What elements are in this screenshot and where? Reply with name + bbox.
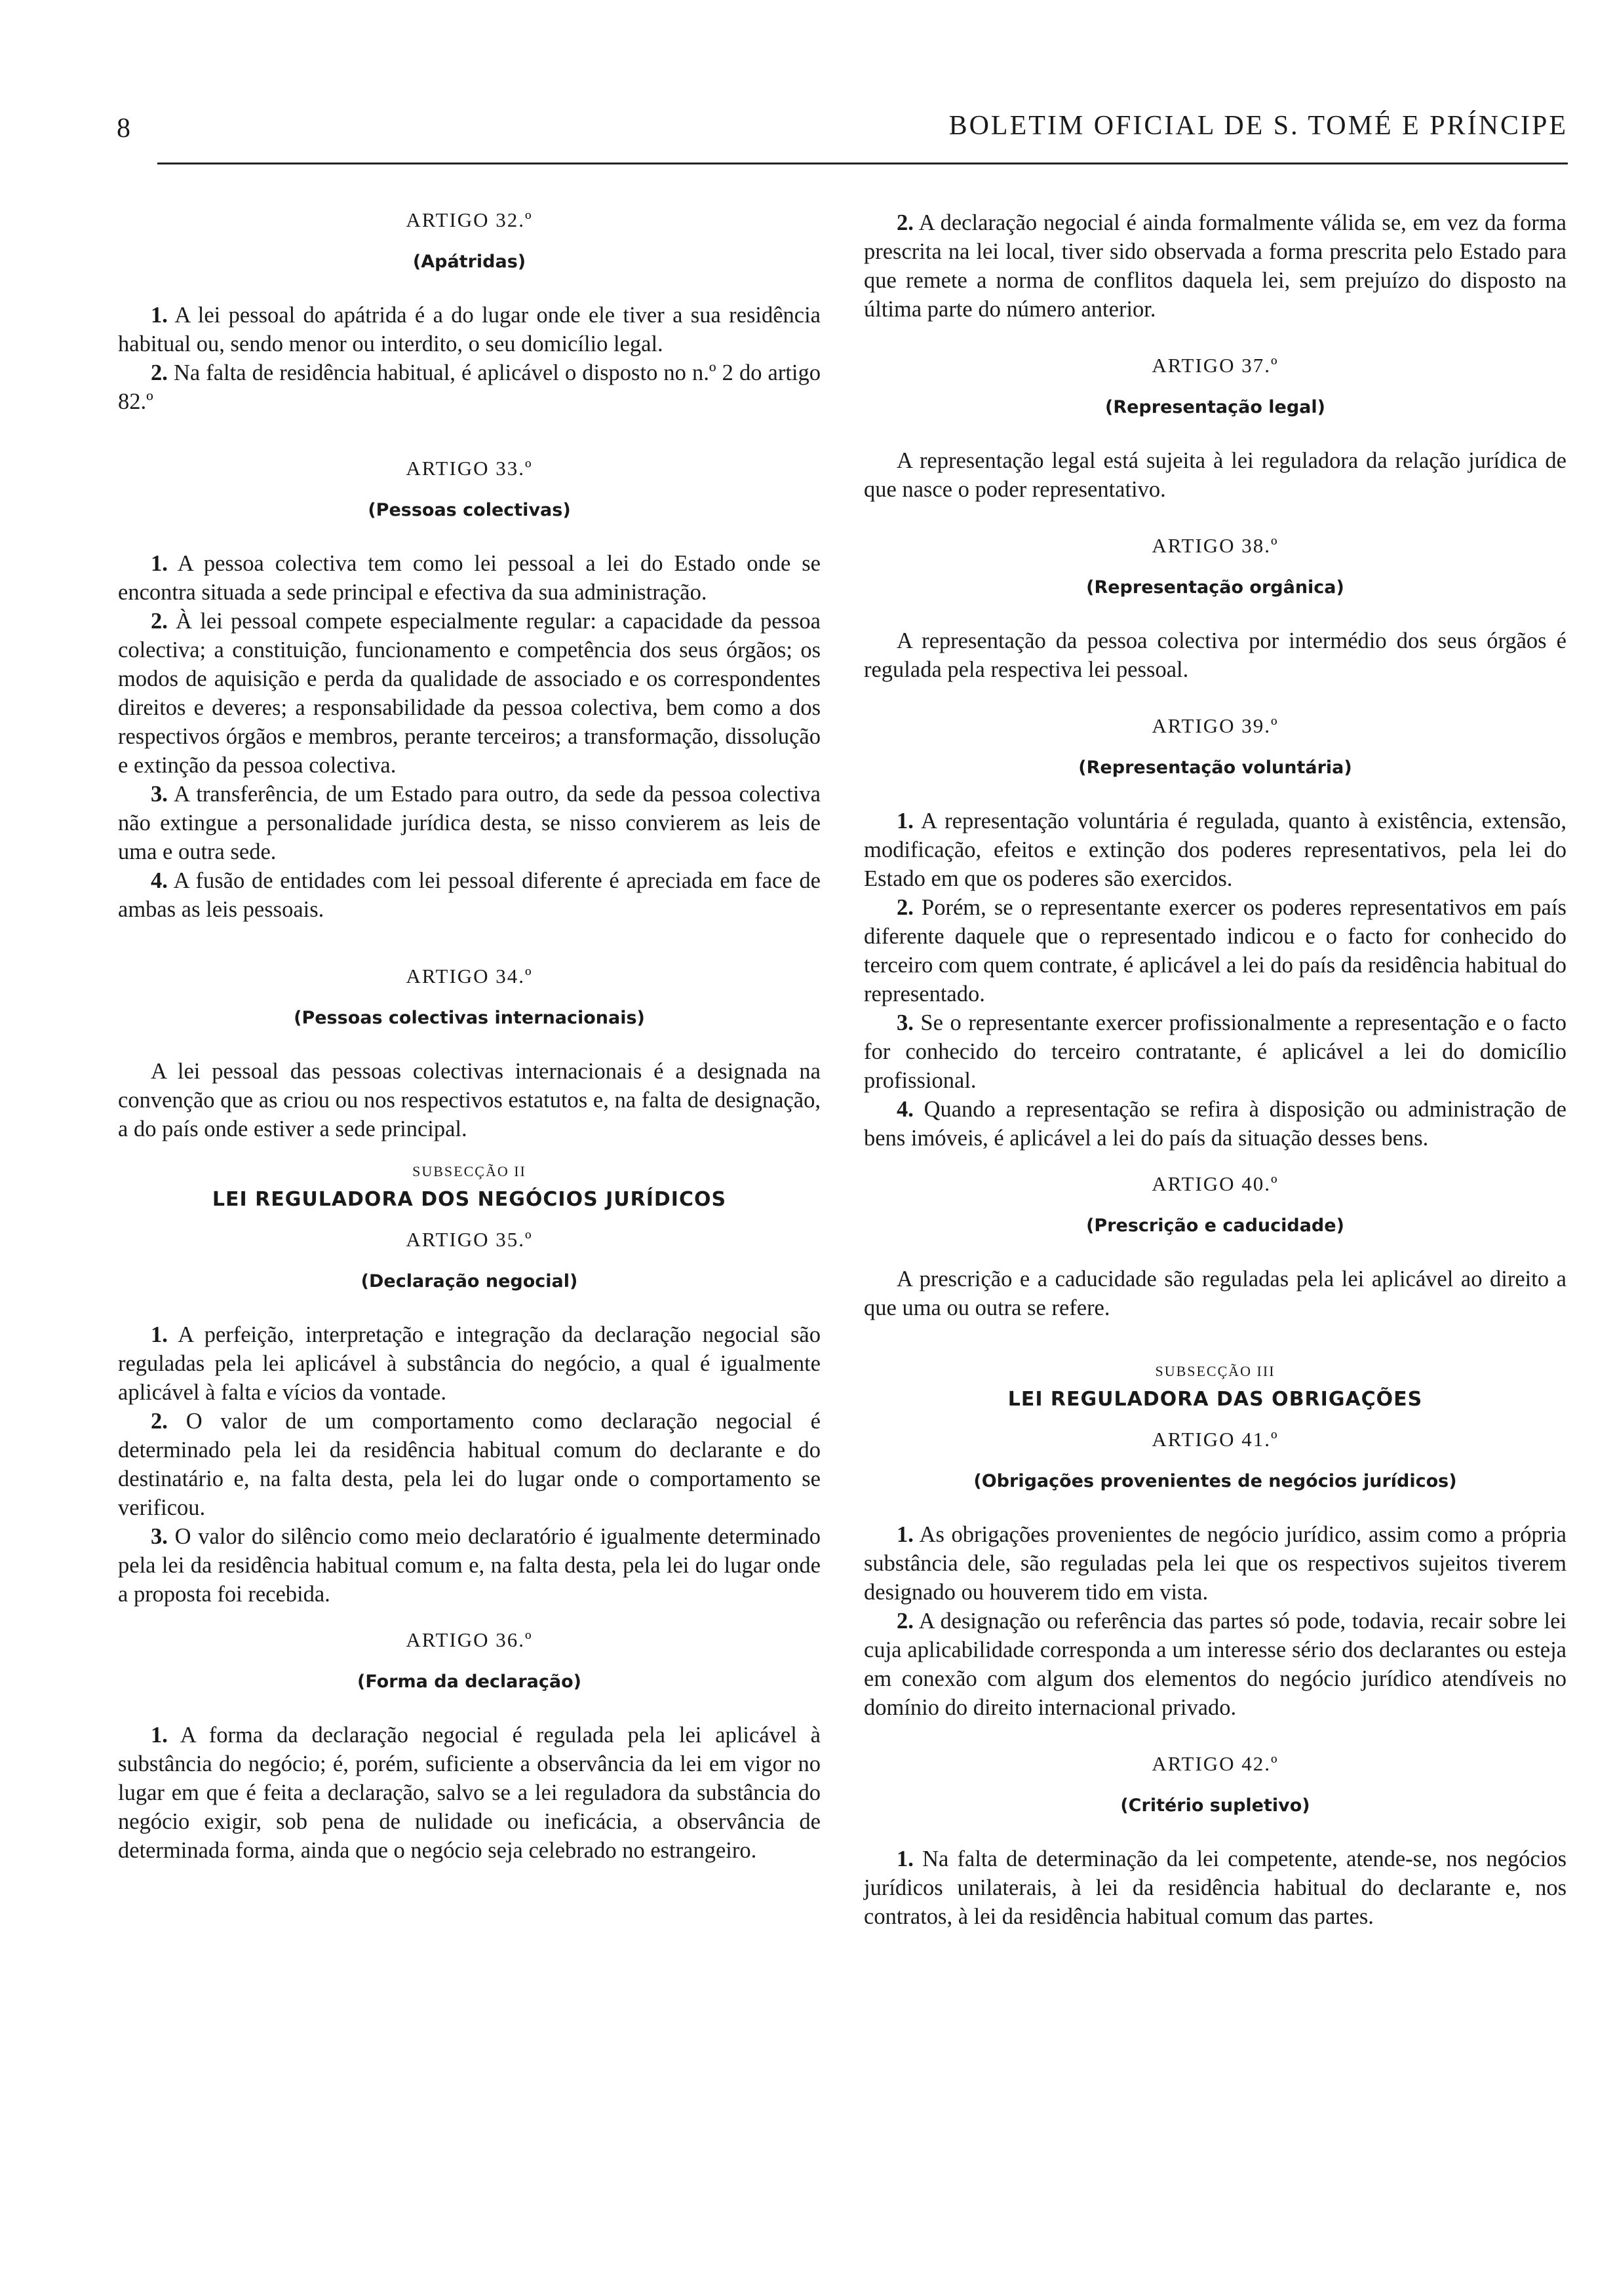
article-32-title: (Apátridas)	[412, 252, 526, 272]
article-42-paragraph-1: 1. Na falta de determinação da lei competente, atende-se, nos negócios jurídicos unilaterais, à lei da residência habitual do declarante e, nos contratos, à lei da residência habitual comum das partes.	[864, 1846, 1566, 1929]
article-32-paragraph-1: 1. A lei pessoal do apátrida é a do lugar onde ele tiver a sua residência habitual ou, sendo menor ou interdito, o seu domicílio legal.	[118, 303, 821, 356]
right-column	[864, 208, 1566, 1931]
article-33-paragraph-1: 1. A pessoa colectiva tem como lei pessoal a lei do Estado onde se encontra situada a sede principal e efectiva da sua administração.	[118, 551, 821, 605]
article-39-title: (Representação voluntária)	[1078, 757, 1352, 778]
article-33-paragraph-2: 2. À lei pessoal compete especialmente regular: a capacidade da pessoa colectiva; a constituição, funcionamento e competência dos seus órgãos; os modos de aquisição e perda da qualidade de associado e os correspondentes direitos e deveres; a responsabilidade da pessoa colectiva, bem como a dos respectivos órgãos e membros, perante terceiros; a transformação, dissolução e extinção da pessoa colectiva.	[118, 609, 821, 778]
article-36-paragraph-1: 1. A forma da declaração negocial é regulada pela lei aplicável à substância do negócio; é, porém, suficiente a observância da lei em vigor no lugar em que é feita a declaração, salvo se a lei reguladora da substância do negócio exigir, sob pena de nulidade ou ineficácia, a observância de determinada forma, ainda que o negócio seja celebrado no estrangeiro.	[118, 1723, 821, 1863]
article-33-heading: ARTIGO 33.º	[406, 457, 533, 480]
article-33-paragraph-4: 4. A fusão de entidades com lei pessoal diferente é apreciada em face de ambas as leis pessoais.	[118, 868, 821, 922]
article-32-paragraph-2: 2. Na falta de residência habitual, é aplicável o disposto no n.º 2 do artigo 82.º	[118, 360, 821, 414]
article-38-title: (Representação orgânica)	[1086, 577, 1344, 598]
article-35-paragraph-2: 2. O valor de um comportamento como declaração negocial é determinado pela lei da residência habitual comum do declarante e do destinatário e, na falta desta, pela lei do lugar onde o comportamento se verificou.	[118, 1409, 821, 1520]
article-42-heading: ARTIGO 42.º	[1152, 1752, 1279, 1775]
article-40-title: (Prescrição e caducidade)	[1086, 1215, 1344, 1236]
subsection-iii-title: LEI REGULADORA DAS OBRIGAÇÕES	[1007, 1388, 1423, 1411]
article-35-title: (Declaração negocial)	[360, 1271, 578, 1292]
page-number: 8	[117, 113, 130, 144]
article-35-heading: ARTIGO 35.º	[406, 1228, 533, 1251]
article-39-paragraph-2: 2. Porém, se o representante exercer os poderes representativos em país diferente daquele que o representado indicou e o facto for conhecido do terceiro com quem contrate, é aplicável a lei do país da residência habitual do representado.	[864, 895, 1566, 1006]
article-39-paragraph-1: 1. A representação voluntária é regulada, quanto à existência, extensão, modificação, efeitos e extinção dos poderes representativos, pela lei do Estado em que os poderes são exercidos.	[864, 809, 1566, 891]
article-39-paragraph-3: 3. Se o representante exercer profissionalmente a representação e o facto for conhecido do terceiro contratante, é aplicável a lei do domicílio profissional.	[864, 1010, 1566, 1093]
article-39-paragraph-4: 4. Quando a representação se refira à disposição ou administração de bens imóveis, é aplicável a lei do país da situação desses bens.	[864, 1097, 1566, 1151]
article-40-heading: ARTIGO 40.º	[1152, 1172, 1279, 1195]
article-33-paragraph-3: 3. A transferência, de um Estado para outro, da sede da pessoa colectiva não extingue a personalidade jurídica desta, se nisso convierem as leis de uma e outra sede.	[118, 782, 821, 864]
article-42-title: (Critério supletivo)	[1120, 1795, 1310, 1816]
article-38-paragraph-1: A representação da pessoa colectiva por intermédio dos seus órgãos é regulada pela respectiva lei pessoal.	[864, 628, 1566, 682]
article-40-paragraph-1: A prescrição e a caducidade são reguladas pela lei aplicável ao direito a que uma ou outra se refere.	[864, 1267, 1566, 1320]
article-33-title: (Pessoas colectivas)	[368, 500, 571, 520]
article-35-paragraph-1: 1. A perfeição, interpretação e integração da declaração negocial são reguladas pela lei aplicável à substância do negócio, a qual é igualmente aplicável à falta e vícios da vontade.	[118, 1322, 821, 1405]
article-32-heading: ARTIGO 32.º	[406, 208, 533, 231]
article-39-heading: ARTIGO 39.º	[1152, 714, 1279, 737]
article-36-heading: ARTIGO 36.º	[406, 1628, 533, 1651]
article-37-heading: ARTIGO 37.º	[1152, 354, 1279, 377]
article-37-paragraph-1: A representação legal está sujeita à lei reguladora da relação jurídica de que nasce o poder representativo.	[864, 448, 1566, 502]
header-rule	[157, 163, 1568, 164]
left-column	[118, 208, 821, 1865]
article-41-heading: ARTIGO 41.º	[1152, 1428, 1279, 1451]
article-37-title: (Representação legal)	[1104, 397, 1325, 417]
subsection-iii-label: SUBSECÇÃO III	[1155, 1363, 1275, 1379]
article-41-title: (Obrigações provenientes de negócios jurídicos)	[973, 1471, 1457, 1491]
article-34-title: (Pessoas colectivas internacionais)	[294, 1008, 645, 1028]
subsection-ii-label: SUBSECÇÃO II	[412, 1163, 526, 1179]
article-36-title: (Forma da declaração)	[357, 1672, 582, 1692]
article-34-heading: ARTIGO 34.º	[406, 965, 533, 987]
article-41-paragraph-1: 1. As obrigações provenientes de negócio jurídico, assim como a própria substância dele, são reguladas pela lei que os respectivos sujeitos tiverem designado ou houverem tido em vista.	[864, 1522, 1566, 1605]
article-41-paragraph-2: 2. A designação ou referência das partes só pode, todavia, recair sobre lei cuja aplicabilidade corresponda a um interesse sério dos declarantes ou esteja em conexão com algum dos elementos do negócio jurídico atendíveis no domínio do direito internacional privado.	[864, 1609, 1566, 1720]
running-head: BOLETIM OFICIAL DE S. TOMÉ E PRÍNCIPE	[948, 111, 1568, 141]
article-36-paragraph-2: 2. A declaração negocial é ainda formalmente válida se, em vez da forma prescrita na lei local, tiver sido observada a forma prescrita pelo Estado para que remete a norma de conflitos daquela lei, sem prejuízo do disposto na última parte do número anterior.	[864, 210, 1566, 322]
subsection-ii-title: LEI REGULADORA DOS NEGÓCIOS JURÍDICOS	[212, 1188, 727, 1211]
article-38-heading: ARTIGO 38.º	[1152, 534, 1279, 557]
article-35-paragraph-3: 3. O valor do silêncio como meio declaratório é igualmente determinado pela lei da residência habitual comum e, na falta desta, pela lei do lugar onde a proposta foi recebida.	[118, 1524, 821, 1607]
article-34-paragraph-1: A lei pessoal das pessoas colectivas internacionais é a designada na convenção que as criou ou nos respectivos estatutos e, na falta de designação, a do país onde estiver a sede principal.	[118, 1059, 821, 1141]
